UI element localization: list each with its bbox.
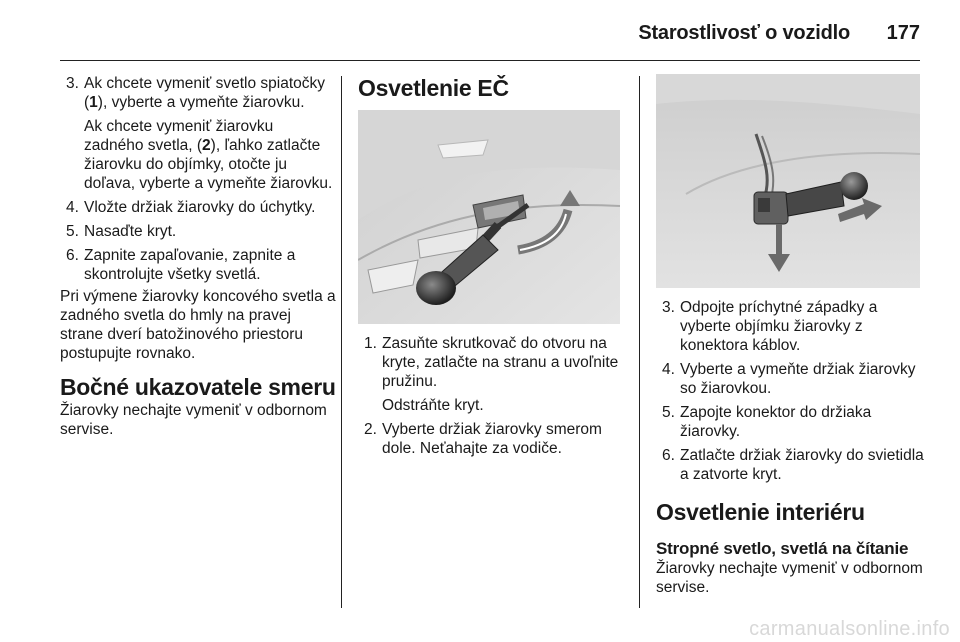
callout-number: 2 [202, 137, 211, 154]
watermark: carmanualsonline.info [749, 618, 950, 640]
list-item [60, 198, 336, 217]
list-item [656, 298, 926, 355]
list-item [358, 420, 628, 458]
right-column [656, 298, 926, 603]
list-item [656, 360, 926, 398]
step-text: Odpojte príchytné západky a vyberte objímku žiarovky z konektora káblov. [680, 299, 878, 354]
step-text: Vyberte a vymeňte držiak žiarovky so žiarovkou. [680, 361, 916, 397]
header-divider [60, 60, 920, 61]
section-heading-interior-lighting: Osvetlenie interiéru [656, 499, 865, 525]
license-plate-cover-illustration [358, 110, 620, 324]
left-steps-list [60, 74, 336, 284]
list-item [60, 246, 336, 284]
list-item [60, 222, 336, 241]
step-text: Vyberte držiak žiarovky smerom dole. Neťahajte za vodiče. [382, 421, 602, 457]
body-paragraph: Pri výmene žiarovky koncového svetla a zadného svetla do hmly na pravej strane dverí batožinového priestoru postupujte rovnako. [60, 288, 336, 362]
subsection-heading-dome-reading-lights: Stropné svetlo, svetlá na čítanie [656, 539, 909, 558]
page-running-title: Starostlivosť o vozidlo [638, 22, 850, 44]
step-number: 3. [662, 299, 675, 316]
step-number: 5. [662, 404, 675, 421]
step-number: 5. [66, 223, 79, 240]
bulb-holder-illustration [656, 74, 920, 288]
list-item [358, 334, 628, 415]
middle-column-steps [358, 334, 628, 463]
step-number: 2. [364, 421, 377, 438]
step-number: 3. [66, 75, 79, 92]
step-number: 1. [364, 335, 377, 352]
step-sub-text: ), ľahko zatlačte žiarovku do objímky, otočte ju doľava, vyberte a vymeňte žiarovku. [84, 137, 333, 192]
left-column [60, 74, 336, 445]
step-number: 6. [662, 447, 675, 464]
side-indicators-body: Žiarovky nechajte vymeniť v odbornom servise. [60, 402, 327, 438]
step-text: Zatlačte držiak žiarovky do svietidla a zatvorte kryt. [680, 447, 924, 483]
step-text: Ak chcete vymeniť svetlo spiatočky ( [84, 75, 325, 111]
section-heading-side-indicators: Bočné ukazovatele smeru [60, 374, 336, 400]
step-text: Zasuňte skrutkovač do otvoru na kryte, zatlačte na stranu a uvoľnite pružinu. [382, 335, 619, 390]
step-text: Zapojte konektor do držiaka žiarovky. [680, 404, 872, 440]
column-divider-right [639, 76, 640, 608]
list-item [656, 446, 926, 484]
page-number: 177 [886, 22, 920, 44]
step-text: Zapnite zapaľovanie, zapnite a skontrolujte všetky svetlá. [84, 247, 296, 283]
step-text: Nasaďte kryt. [84, 223, 177, 240]
list-item [656, 403, 926, 441]
step-subparagraph: Odstráňte kryt. [382, 397, 484, 414]
column-divider-left [341, 76, 342, 608]
right-steps-list [656, 298, 926, 484]
callout-number: 1 [89, 94, 98, 111]
step-number: 4. [66, 199, 79, 216]
dome-lights-body: Žiarovky nechajte vymeniť v odbornom servise. [656, 560, 923, 596]
step-number: 4. [662, 361, 675, 378]
middle-column [358, 74, 628, 102]
step-number: 6. [66, 247, 79, 264]
step-sub-text: Ak chcete vymeniť žiarovku zadného svetla, ( [84, 118, 274, 154]
step-subparagraph [84, 117, 336, 193]
step-text: ), vyberte a vymeňte žiarovku. [97, 94, 305, 111]
section-heading-license-plate: Osvetlenie EČ [358, 75, 509, 101]
step-text: Vložte držiak žiarovky do úchytky. [84, 199, 316, 216]
middle-steps-list [358, 334, 628, 458]
list-item [60, 74, 336, 193]
